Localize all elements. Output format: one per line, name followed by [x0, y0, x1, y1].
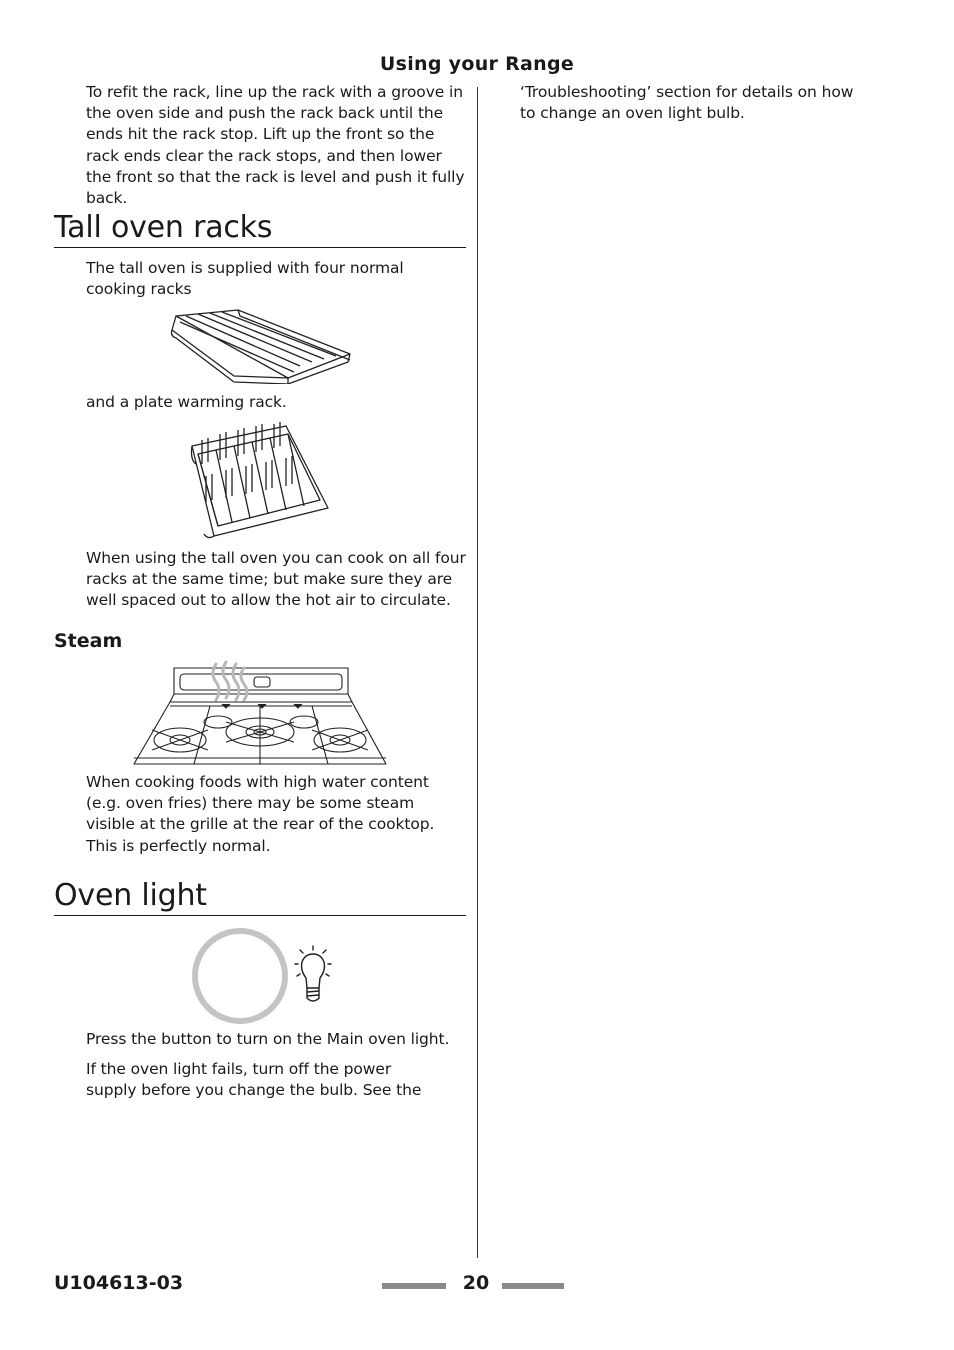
section-title: Using your Range	[379, 53, 575, 75]
steam-heading: Steam	[54, 630, 123, 652]
steam-text: When cooking foods with high water content (e.g. oven fries) there may be some steam visible at the grille at the rear of the cooktop. This is perfectly normal.	[86, 773, 435, 855]
oven-light-heading: Oven light	[54, 878, 466, 916]
tall-oven-racks-heading: Tall oven racks	[54, 210, 466, 248]
oven-light-press-text: Press the button to turn on the Main oven light.	[86, 1030, 450, 1048]
plate-warming-rack-illustration	[188, 420, 332, 542]
cooking-rack-illustration	[168, 308, 354, 384]
oven-light-fail-text: If the oven light fails, turn off the power supply before you change the bulb. See the	[86, 1060, 422, 1100]
tall-oven-usage-text: When using the tall oven you can cook on all four racks at the same time; but make sure they are well spaced out to allow the hot air to circulate.	[86, 549, 466, 610]
document-code: U104613-03	[54, 1272, 184, 1294]
page-bar-left	[382, 1283, 446, 1289]
light-button-icon	[192, 928, 288, 1024]
tall-oven-racks-text: The tall oven is supplied with four normal cooking racks	[86, 259, 404, 299]
light-bulb-icon	[294, 944, 332, 1008]
troubleshooting-continuation-text: ‘Troubleshooting’ section for details on how to change an oven light bulb.	[520, 83, 854, 123]
rack-refit-paragraph: To refit the rack, line up the rack with a groove in the oven side and push the rack back until the ends hit the rack stop. Lift up the front so the rack ends clear the rack stops, and then lower the front so that the rack is level and push it fully back.	[86, 83, 465, 208]
column-divider	[477, 87, 478, 1258]
plate-warming-text: and a plate warming rack.	[86, 393, 287, 411]
page-number: 20	[462, 1272, 490, 1294]
page-bar-right	[502, 1283, 564, 1289]
cooktop-steam-illustration	[132, 660, 388, 766]
